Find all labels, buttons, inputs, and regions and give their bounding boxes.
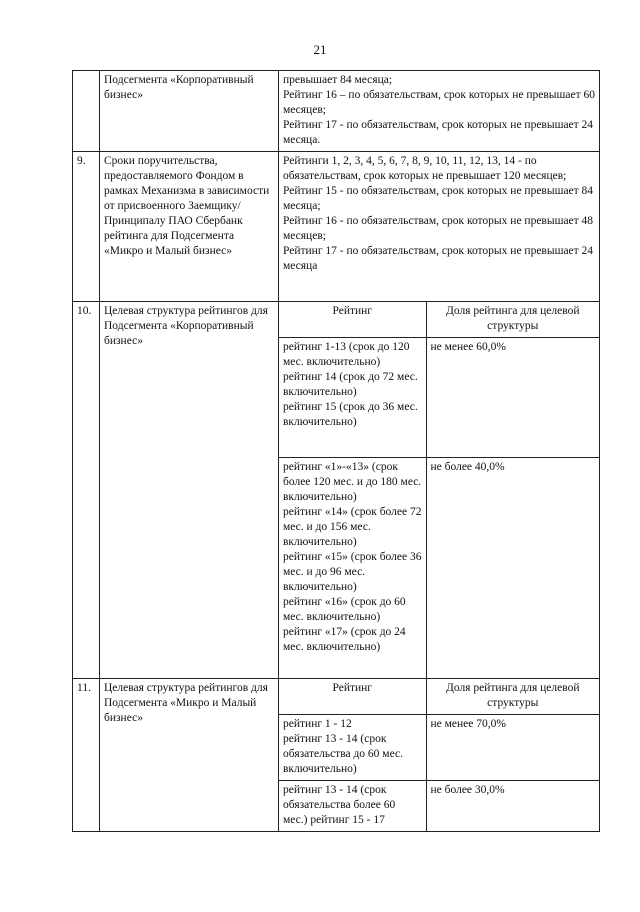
share-cell: не менее 60,0% bbox=[426, 338, 599, 458]
table-row bbox=[73, 302, 600, 679]
row-terms bbox=[279, 71, 600, 152]
row-title: Целевая структура рейтингов для Подсегмента «Микро и Малый бизнес» bbox=[100, 679, 279, 832]
rating-cell bbox=[279, 715, 426, 781]
rating-line: рейтинг «14» (срок более 72 мес. и до 156 мес. включительно) bbox=[283, 506, 422, 548]
subtable-row bbox=[279, 781, 599, 832]
rating-structure bbox=[279, 679, 600, 832]
rating-line: рейтинг 14 (срок до 72 мес. включительно) bbox=[283, 371, 418, 398]
row-number: 10. bbox=[73, 302, 100, 679]
rating-line: рейтинг «17» (срок до 24 мес. включительно) bbox=[283, 626, 406, 653]
table-row bbox=[73, 71, 600, 152]
subtable-row bbox=[279, 338, 599, 458]
row-title: Целевая структура рейтингов для Подсегмента «Корпоративный бизнес» bbox=[100, 302, 279, 679]
terms-table bbox=[72, 70, 600, 832]
subtable-row bbox=[279, 715, 599, 781]
row-number: 11. bbox=[73, 679, 100, 832]
rating-line: рейтинг 13 - 14 (срок обязательства до 60 мес. включительно) bbox=[283, 733, 403, 775]
row-number: 9. bbox=[73, 152, 100, 302]
share-cell: не более 30,0% bbox=[426, 781, 599, 832]
row-terms bbox=[279, 152, 600, 302]
rating-subtable bbox=[279, 679, 599, 831]
rating-line: рейтинг 15 (срок до 36 мес. включительно) bbox=[283, 401, 418, 428]
rating-structure bbox=[279, 302, 600, 679]
share-cell: не более 40,0% bbox=[426, 458, 599, 679]
term-line: Рейтинги 1, 2, 3, 4, 5, 6, 7, 8, 9, 10, 11, 12, 13, 14 - по обязательствам, срок которых не превышает 120 месяцев; bbox=[283, 155, 567, 182]
table-row bbox=[73, 152, 600, 302]
term-line: Рейтинг 15 - по обязательствам, срок которых не превышает 84 месяца; bbox=[283, 185, 594, 212]
rating-cell bbox=[279, 458, 426, 679]
rating-line: рейтинг 1-13 (срок до 120 мес. включительно) bbox=[283, 341, 410, 368]
rating-line: рейтинг 1 - 12 bbox=[283, 718, 352, 730]
subtable-row bbox=[279, 458, 599, 679]
row-title: Сроки поручительства, предоставляемого Фондом в рамках Механизма в зависимости от присвоенного Заемщику/Принципалу ПАО Сбербанк рейтинга для Подсегмента «Микро и Малый бизнес» bbox=[100, 152, 279, 302]
share-cell: не менее 70,0% bbox=[426, 715, 599, 781]
subtable-header bbox=[279, 302, 599, 338]
term-line: Рейтинг 16 – по обязательствам, срок которых не превышает 60 месяцев; bbox=[283, 89, 595, 116]
rating-header: Рейтинг bbox=[279, 302, 426, 338]
rating-cell bbox=[279, 781, 426, 832]
term-line: Рейтинг 16 - по обязательствам, срок которых не превышает 48 месяцев; bbox=[283, 215, 594, 242]
rating-line: рейтинг 13 - 14 (срок обязательства более 60 мес.) рейтинг 15 - 17 bbox=[283, 784, 396, 826]
share-header: Доля рейтинга для целевой структуры bbox=[426, 302, 599, 338]
term-line: превышает 84 месяца; bbox=[283, 74, 393, 86]
term-line: Рейтинг 17 - по обязательствам, срок которых не превышает 24 месяца. bbox=[283, 119, 594, 146]
subtable-header bbox=[279, 679, 599, 715]
rating-header: Рейтинг bbox=[279, 679, 426, 715]
row-number bbox=[73, 71, 100, 152]
rating-subtable bbox=[279, 302, 599, 678]
table-row bbox=[73, 679, 600, 832]
row-title: Подсегмента «Корпоративный бизнес» bbox=[100, 71, 279, 152]
share-header: Доля рейтинга для целевой структуры bbox=[426, 679, 599, 715]
page-number: 21 bbox=[313, 42, 327, 57]
term-line: Рейтинг 17 - по обязательствам, срок которых не превышает 24 месяца bbox=[283, 245, 594, 272]
rating-cell bbox=[279, 338, 426, 458]
rating-line: рейтинг «16» (срок до 60 мес. включительно) bbox=[283, 596, 406, 623]
rating-line: рейтинг «15» (срок более 36 мес. и до 96 мес. включительно) bbox=[283, 551, 422, 593]
rating-line: рейтинг «1»-«13» (срок более 120 мес. и до 180 мес. включительно) bbox=[283, 461, 422, 503]
